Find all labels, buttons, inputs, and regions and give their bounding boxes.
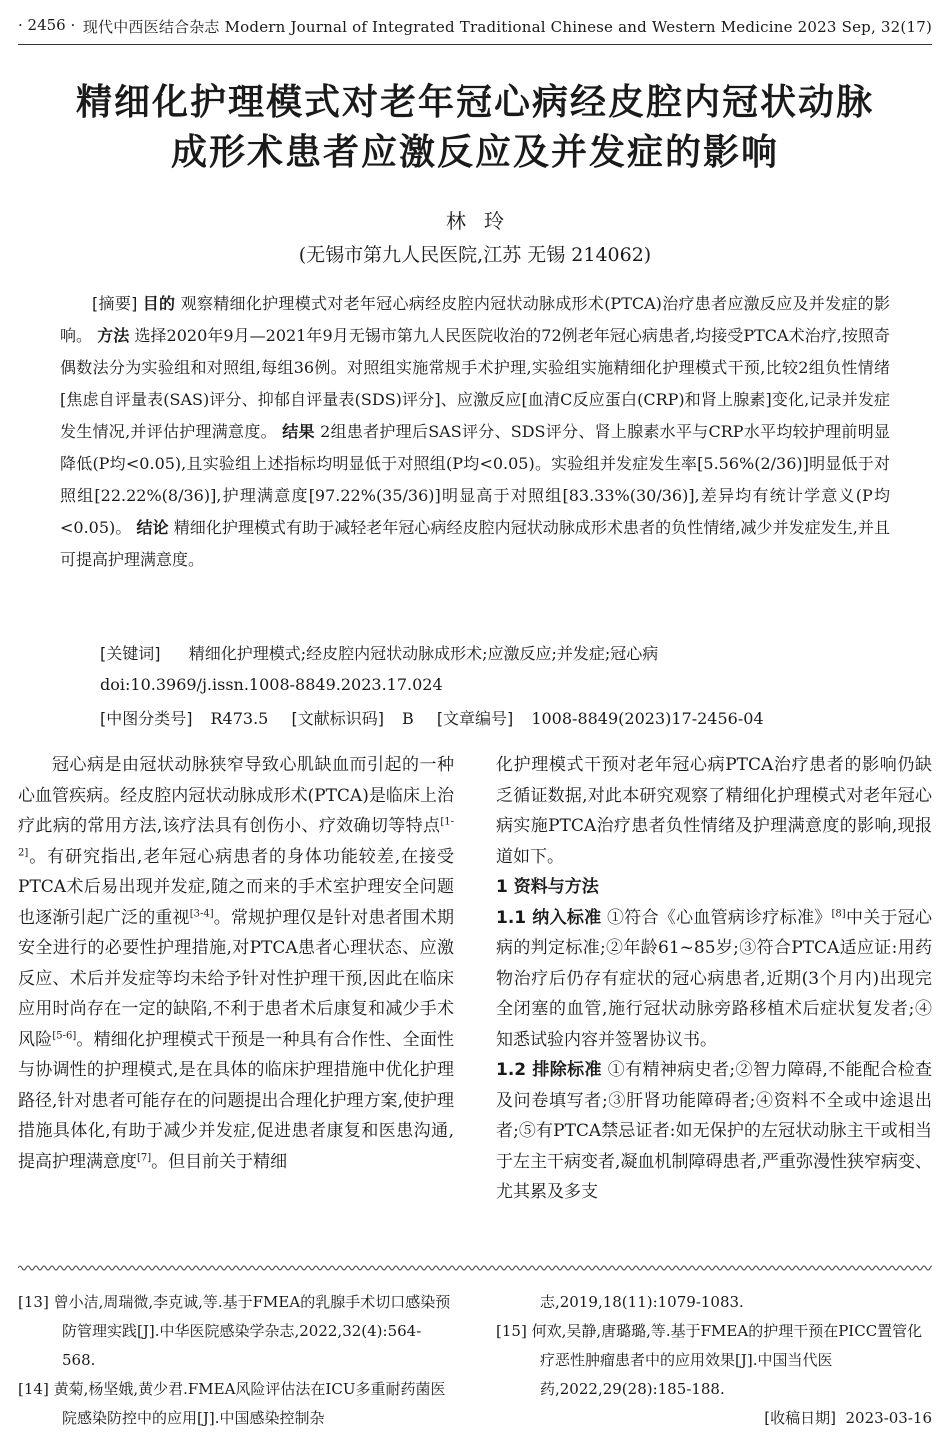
- body-column-left: [18, 750, 454, 1177]
- title-line-2: 成形术患者应激反应及并发症的影响: [170, 132, 779, 173]
- citation: [8]: [831, 907, 846, 919]
- doc-code-label: [文献标识码]: [291, 709, 384, 728]
- affiliation: (无锡市第九人民医院,江苏 无锡 214062): [298, 244, 652, 266]
- wavy-divider: [18, 1264, 932, 1272]
- references-right: [496, 1288, 932, 1433]
- author: 林玲: [446, 209, 522, 233]
- references-left: [18, 1288, 454, 1433]
- reference-item: [15] 何欢,吴静,唐璐璐,等.基于FMEA的护理干预在PICC置管化疗恶性肿瘤患者中的应用效果[J].中国当代医药,2022,29(28):185-188.: [496, 1322, 923, 1398]
- citation: [3-4]: [189, 907, 214, 919]
- body-column-right: [496, 750, 932, 1208]
- reference-item: [13] 曾小洁,周瑞微,李克诚,等.基于FMEA的乳腺手术切口感染预防管理实践[J].中华医院感染学杂志,2022,32(4):564-568.: [18, 1293, 451, 1369]
- inclusion-criteria: 1.1 纳入标准 ①符合《心血管病诊疗标准》[8]中关于冠心病的判定标准;②年龄61~85岁;③符合PTCA适应证:用药物治疗后仍存有症状的冠心病患者,近期(3个月内)出现完全闭塞的血管,施行冠状动脉旁路移植术后症状复发者;④知悉试验内容并签署协议书。: [496, 907, 932, 1050]
- objective-text: 观察精细化护理模式对老年冠心病经皮腔内冠状动脉成形术(PTCA)治疗患者应激反应及并发症的影响。: [60, 294, 890, 345]
- exclusion-criteria: 1.2 排除标准 ①有精神病史者;②智力障碍,不能配合检查及问卷填写者;③肝肾功能障碍者;④资料不全或中途退出者;⑤有PTCA禁忌证者:如无保护的左冠状动脉主干或相当于左主干病变者,凝血机制障碍患者,严重弥漫性狭窄病变、尤其累及多支: [496, 1060, 932, 1202]
- abstract: [60, 288, 890, 576]
- doi: doi:10.3969/j.issn.1008-8849.2023.17.024: [100, 675, 443, 694]
- article-no-label: [文章编号]: [436, 709, 514, 728]
- intro-continued: 化护理模式干预对老年冠心病PTCA治疗患者的影响仍缺乏循证数据,对此本研究观察了精细化护理模式对老年冠心病实施PTCA治疗患者负性情绪及护理满意度的影响,现报道如下。: [496, 755, 932, 867]
- classification: [100, 706, 764, 729]
- journal-citation: 现代中西医结合杂志 Modern Journal of Integrated Traditional Chinese and Western Medicine 2023 Sep, 32(17): [82, 18, 932, 36]
- keywords-text: 精细化护理模式;经皮腔内冠状动脉成形术;应激反应;并发症;冠心病: [188, 644, 659, 663]
- result-label: 结果: [282, 422, 315, 441]
- running-header: [18, 14, 932, 36]
- header-divider: [18, 44, 932, 45]
- section-heading: 1 资料与方法: [496, 877, 599, 897]
- reference-item: [14] 黄菊,杨坚娥,黄少君.FMEA风险评估法在ICU多重耐药菌医院感染防控中的应用[J].中国感染控制杂: [18, 1380, 446, 1427]
- received-date: [收稿日期] 2023-03-16: [764, 1409, 932, 1427]
- method-text: 选择2020年9月—2021年9月无锡市第九人民医院收治的72例老年冠心病患者,均接受PTCA术治疗,按照奇偶数法分为实验组和对照组,每组36例。对照组实施常规手术护理,实验组实施精细化护理模式干预,比较2组负性情绪[焦虑自评量表(SAS)评分、抑郁自评量表(SDS)评分]、应激反应[血清C反应蛋白(CRP)和肾上腺素]变化,记录并发症发生情况,并评估护理满意度。: [60, 326, 890, 441]
- conclusion-label: 结论: [136, 518, 169, 537]
- article-no-value: 1008-8849(2023)17-2456-04: [531, 709, 764, 728]
- doc-code-value: B: [401, 709, 414, 728]
- intro-paragraph: 冠心病是由冠状动脉狭窄导致心肌缺血而引起的一种心血管疾病。经皮腔内冠状动脉成形术(PTCA)是临床上治疗此病的常用方法,该疗法具有创伤小、疗效确切等特点[1-2]。有研究指出,老年冠心病患者的身体功能较差,在接受PTCA术后易出现并发症,随之而来的手术室护理安全问题也逐渐引起广泛的重视[3-4]。常规护理仅是针对患者围术期安全进行的必要性护理措施,对PTCA患者心理状态、应激反应、术后并发症等均未给予针对性护理干预,因此在临床应用时尚存在一定的缺陷,不利于患者术后康复和减少手术风险[5-6]。精细化护理模式干预是一种具有合作性、全面性与协调性的护理模式,是在具体的临床护理措施中优化护理路径,针对患者可能存在的问题提出合理化护理方案,使护理措施具体化,有助于减少并发症,促进患者康复和医患沟通,提高护理满意度[7]。但目前关于精细: [18, 755, 455, 1172]
- clc-label: [中图分类号]: [100, 709, 193, 728]
- keywords-label: [关键词]: [100, 644, 161, 663]
- title-line-1: 精细化护理模式对老年冠心病经皮腔内冠状动脉: [75, 82, 874, 123]
- citation: [1-2]: [18, 816, 454, 858]
- objective-label: 目的: [142, 294, 176, 313]
- keywords: [100, 641, 658, 664]
- conclusion-text: 精细化护理模式有助于减轻老年冠心病经皮腔内冠状动脉成形术患者的负性情绪,减少并发症发生,并且可提高护理满意度。: [60, 518, 890, 569]
- reference-continued: 志,2019,18(11):1079-1083.: [540, 1293, 744, 1311]
- citation: [5-6]: [52, 1029, 77, 1041]
- clc-value: R473.5: [210, 709, 269, 728]
- page-number: · 2456 ·: [18, 16, 76, 34]
- result-text: 2组患者护理后SAS评分、SDS评分、肾上腺素水平与CRP水平均较护理前明显降低(P均<0.05),且实验组上述指标均明显低于对照组(P均<0.05)。实验组并发症发生率[5.56%(2/36)]明显低于对照组[22.22%(8/36)],护理满意度[97.22%(35/36)]明显高于对照组[83.33%(30/36)],差异均有统计学意义(P均<0.05)。: [60, 422, 890, 537]
- method-label: 方法: [97, 326, 130, 345]
- citation: [7]: [137, 1151, 152, 1163]
- abstract-label: [摘要]: [92, 294, 138, 313]
